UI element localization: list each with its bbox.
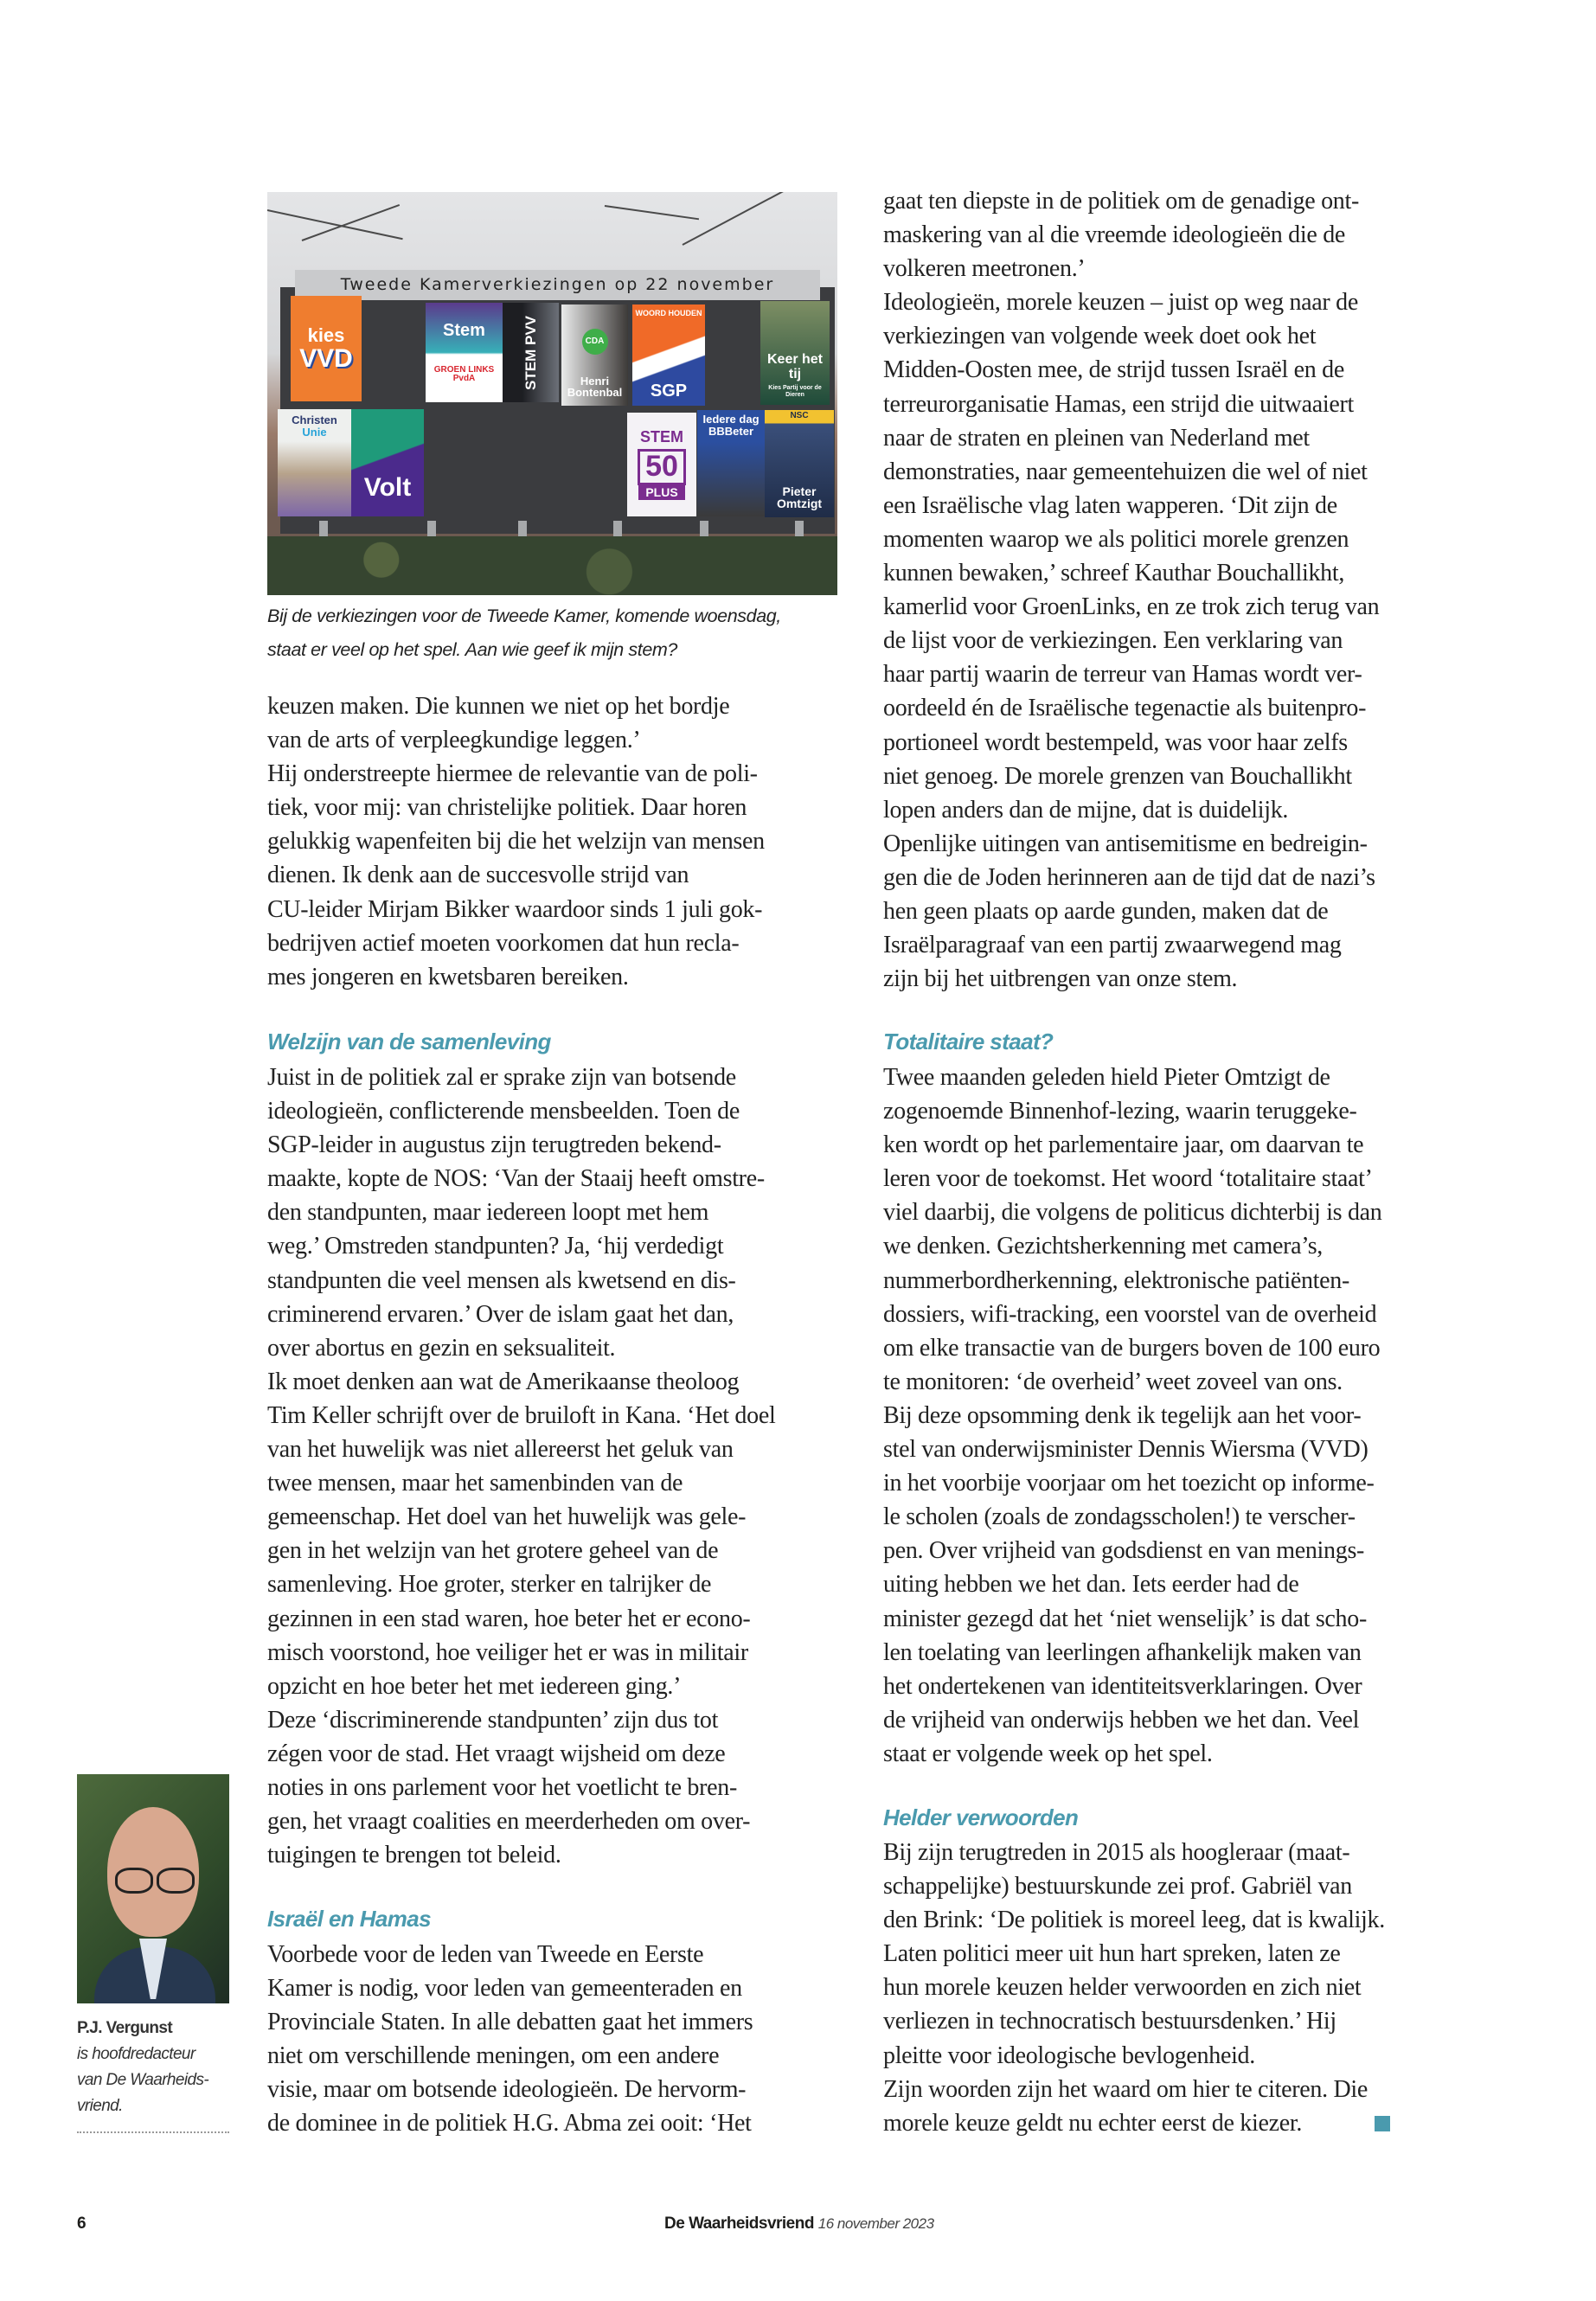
text-line: Bij deze opsomming denk ik tegelijk aan het voor- — [883, 1401, 1362, 1429]
text-line: oordeeld én de Israëlische tegenactie als buitenpro- — [883, 695, 1367, 722]
text-line: volkeren meetronen.’ — [883, 255, 1086, 283]
text-line: van het huwelijk was niet allereerst het geluk van — [267, 1436, 734, 1464]
text-line: uiting hebben we het dan. Iets eerder had de — [883, 1571, 1299, 1599]
text-line: niet om verschillende meningen, om een andere — [267, 2042, 720, 2070]
text-line: Juist in de politiek zal er sprake zijn van botsende — [267, 1064, 736, 1091]
text-line: Israëlparagraaf van een partij zwaarwegend mag — [883, 932, 1342, 959]
text-line: hen geen plaats op aarde gunden, maken dat de — [883, 897, 1329, 925]
poster-text: Pieter Omtzigt — [776, 484, 823, 511]
text-line: noties in ons parlement voor het voetlicht te bren- — [267, 1773, 737, 1801]
text-line: van de arts of verpleegkundige leggen.’ — [267, 727, 641, 754]
poster-text: Keer het tij — [766, 351, 824, 381]
poster-text: PLUS — [638, 485, 684, 500]
publication-date: 16 november 2023 — [817, 2215, 934, 2232]
end-of-article-mark — [1375, 2116, 1390, 2131]
text-line: dossiers, wifi-tracking, een voorstel van de overheid — [883, 1300, 1377, 1328]
text-line: Deze ‘discriminerende standpunten’ zijn dus tot — [267, 1706, 719, 1734]
text-line: weg.’ Omstreden standpunten? Ja, ‘hij verdedigt — [267, 1233, 724, 1260]
author-name: P.J. Vergunst — [77, 2019, 173, 2037]
text-line: Tim Keller schrijft over de bruiloft in Kana. ‘Het doel — [267, 1401, 776, 1429]
text-line: Ideologieën, morele keuzen – juist op weg naar de — [883, 289, 1358, 317]
author-divider — [77, 2131, 229, 2133]
text-line: hun morele keuzen helder verwoorden en zich niet — [883, 1974, 1362, 2002]
poster-text: WOORD HOUDEN — [635, 309, 702, 317]
text-line: kunnen bewaken,’ schreef Kauthar Bouchallikht, — [883, 560, 1345, 587]
text-line: tiek, voor mij: van christelijke politiek. Daar horen — [267, 794, 747, 822]
tree-branch — [605, 205, 699, 220]
subheading-helder-verwoorden: Helder verwoorden — [883, 1804, 1079, 1830]
poster-text: Henri Bontenbal — [567, 374, 623, 400]
poster-text: VVD — [299, 343, 353, 373]
text-line: Midden-Oosten mee, de strijd tussen Israël en de — [883, 356, 1345, 384]
text-line: staat er volgende week op het spel. — [883, 1740, 1213, 1767]
text-line: schappelijke) bestuurskunde zei prof. Gabriël van — [883, 1873, 1352, 1900]
text-line: maakte, kopte de NOS: ‘Van der Staaij heeft omstre- — [267, 1165, 765, 1193]
text-line: pen. Over vrijheid van godsdienst en van menings- — [883, 1537, 1365, 1565]
text-line: demonstraties, naar gemeentehuizen die wel of niet — [883, 458, 1368, 485]
text-line: bedrijven actief moeten voorkomen dat hun recla- — [267, 929, 740, 957]
text-line: Laten politici meer uit hun hart spreken, laten ze — [883, 1940, 1341, 1968]
text-line: Kamer is nodig, voor leden van gemeenteraden en — [267, 1975, 742, 2003]
text-line: visie, maar om botsende ideologieën. De hervorm- — [267, 2076, 747, 2104]
poster-text: Iedere dag — [702, 413, 760, 426]
text-line: standpunten die veel mensen als kwetsend en dis- — [267, 1266, 736, 1294]
text-line: Twee maanden geleden hield Pieter Omtzigt de — [883, 1064, 1330, 1091]
text-line: Hij onderstreepte hiermee de relevantie van de poli- — [267, 760, 758, 788]
text-line: maskering van al die vreemde ideologieën die de — [883, 221, 1346, 249]
board-sign: Tweede Kamerverkiezingen op 22 november — [295, 270, 820, 300]
page-number: 6 — [77, 2214, 87, 2233]
poster-sgp — [632, 304, 705, 406]
portrait-glasses — [157, 1868, 195, 1894]
text-line: gen, het vraagt coalities en meerderheden om over- — [267, 1808, 751, 1836]
text-line: gen die de Joden herinneren aan de tijd dat de nazi’s — [883, 863, 1375, 891]
poster-vvd — [291, 296, 362, 401]
text-line: viel daarbij, die volgens de politicus dichterbij is dan — [883, 1199, 1382, 1227]
text-line: het ondertekenen van identiteitsverklaringen. Over — [883, 1672, 1362, 1700]
hedge — [267, 536, 837, 595]
text-line: keuzen maken. Die kunnen we niet op het bordje — [267, 693, 730, 720]
text-line: dienen. Ik denk aan de succesvolle strijd van — [267, 862, 689, 889]
text-line: pleitte voor ideologische bevlogenheid. — [883, 2041, 1255, 2069]
poster-volt — [351, 409, 424, 516]
text-line: de lijst voor de verkiezingen. Een verklaring van — [883, 627, 1343, 655]
text-line: leren voor de toekomst. Het woord ‘totalitaire staat’ — [883, 1165, 1373, 1193]
poster-nsc — [765, 410, 834, 517]
paragraph-block-intro — [267, 689, 856, 994]
election-posters-photo — [267, 192, 837, 595]
text-line: den Brink: ‘De politiek is moreel leeg, dat is kwalijk. — [883, 1907, 1385, 1934]
text-line: te monitoren: ‘de overheid’ weet zoveel van ons. — [883, 1368, 1343, 1395]
text-line: terreurorganisatie Hamas, een strijd die uitwaaiert — [883, 390, 1354, 418]
photo-caption — [267, 599, 847, 667]
text-line: Bij zijn terugtreden in 2015 als hoogleraar (maat- — [883, 1839, 1350, 1866]
caption-line: Bij de verkiezingen voor de Tweede Kamer, komende woensdag, — [267, 606, 781, 626]
text-line: den standpunten, maar iedereen loopt met hem — [267, 1199, 709, 1227]
text-line: misch voorstond, hoe veiliger het er was in militair — [267, 1638, 748, 1666]
poster-text: NSC — [790, 411, 809, 420]
text-line: in het voorbije voorjaar om het toezicht op informe- — [883, 1470, 1375, 1497]
text-line: opzicht en hoe beter het met iedereen ging.’ — [267, 1672, 682, 1700]
text-line: criminerend ervaren.’ Over de islam gaat het dan, — [267, 1300, 734, 1328]
text-line: twee mensen, maar het samenbinden van de — [267, 1470, 683, 1497]
text-line: len toelating van leerlingen afhankelijk maken van — [883, 1638, 1362, 1666]
poster-text: SGP — [650, 381, 688, 401]
text-line: stel van onderwijsminister Dennis Wiersma (VVD) — [883, 1436, 1368, 1464]
paragraph-block-israel — [267, 1938, 856, 2141]
poster-pvv — [503, 303, 559, 402]
text-line: mes jongeren en kwetsbaren bereiken. — [267, 963, 629, 990]
tree-branch — [267, 209, 403, 240]
text-line: minister gezegd dat het ‘niet wenselijk’ is dat scho- — [883, 1605, 1367, 1632]
poster-christenunie — [278, 409, 351, 516]
text-line: zogenoemde Binnenhof-lezing, waarin teruggeke- — [883, 1098, 1357, 1125]
publication-name: De Waarheidsvriend — [664, 2214, 814, 2233]
text-line: verliezen in technocratisch bestuursdenken.’ Hij — [883, 2008, 1336, 2035]
text-line: kamerlid voor GroenLinks, en ze trok zich terug van — [883, 593, 1380, 621]
poster-text: STEM PVV — [522, 315, 539, 390]
poster-text: Kies Partij voor de Dieren — [768, 385, 822, 398]
text-line: we denken. Gezichtsherkenning met camera’s, — [883, 1233, 1323, 1260]
text-line: CU-leider Mirjam Bikker waardoor sinds 1 juli gok- — [267, 895, 763, 923]
tree-branch — [683, 192, 821, 246]
poster-text: kies — [307, 324, 345, 346]
text-line: Ik moet denken aan wat de Amerikaanse theoloog — [267, 1368, 740, 1395]
poster-text: CDA — [582, 329, 608, 355]
author-bio-line: van De Waarheids- — [77, 2071, 209, 2089]
text-line: de dominee in de politiek H.G. Abma zei ooit: ‘Het — [267, 2110, 752, 2138]
poster-text: 50 — [638, 449, 686, 485]
text-line: verkiezingen van volgende week doet ook het — [883, 323, 1317, 350]
poster-groenlinks-pvda — [426, 303, 503, 402]
text-line: Zijn woorden zijn het waard om hier te citeren. Die — [883, 2075, 1368, 2103]
poster-text: Stem — [443, 320, 485, 340]
caption-line: staat er veel op het spel. Aan wie geef ik mijn stem? — [267, 639, 677, 660]
text-line: SGP-leider in augustus zijn terugtreden bekend- — [267, 1131, 721, 1159]
poster-text: Volt — [363, 472, 412, 502]
text-line: nummerbordherkenning, elektronische patiënten- — [883, 1266, 1350, 1294]
paragraph-block-helder-verwoorden — [883, 1836, 1471, 2140]
author-bio-line: is hoofdredacteur — [77, 2045, 195, 2063]
poster-text: Christen — [292, 413, 337, 426]
portrait-glasses — [115, 1868, 153, 1894]
author-portrait — [77, 1774, 229, 2003]
text-line: een Israëlische vlag laten wapperen. ‘Dit zijn de — [883, 491, 1337, 519]
text-line: naar de straten en pleinen van Nederland met — [883, 424, 1310, 452]
paragraph-block-welzijn — [267, 1061, 856, 1872]
subheading-totalitaire-staat: Totalitaire staat? — [883, 1029, 1054, 1054]
text-line: om elke transactie van de burgers boven de 100 euro — [883, 1334, 1381, 1362]
text-line: gemeenschap. Het doel van het huwelijk was gele- — [267, 1503, 747, 1531]
text-line: lopen anders dan de mijne, dat is duidelijk. — [883, 796, 1289, 824]
text-line: tuigingen te brengen tot beleid. — [267, 1842, 561, 1869]
text-line: gaat ten diepste in de politiek om de genadige ont- — [883, 188, 1359, 215]
text-line: niet genoeg. De morele grenzen van Bouchallikht — [883, 762, 1352, 790]
poster-partij-voor-de-dieren — [760, 301, 830, 405]
paragraph-block-israel-continued — [883, 184, 1471, 996]
poster-cda — [561, 304, 628, 406]
text-line: le scholen (zoals de zondagsscholen!) te verscher- — [883, 1503, 1356, 1531]
text-line: de vrijheid van onderwijs hebben we het dan. Veel — [883, 1706, 1360, 1734]
text-line: Provinciale Staten. In alle debatten gaat het immers — [267, 2009, 753, 2036]
text-line: ken wordt op het parlementaire jaar, om daarvan te — [883, 1131, 1364, 1159]
text-line: ideologieën, conflicterende mensbeelden. Toen de — [267, 1098, 740, 1125]
poster-text: STEM — [639, 428, 683, 446]
text-line: gelukkig wapenfeiten bij die het welzijn van mensen — [267, 828, 765, 856]
author-bio-line: vriend. — [77, 2097, 123, 2115]
subheading-israel: Israël en Hamas — [267, 1906, 432, 1932]
text-line: Openlijke uitingen van antisemitisme en bedreigin- — [883, 830, 1368, 857]
text-line: momenten waarop we als politici morele grenzen — [883, 525, 1349, 553]
text-line: portioneel wordt bestempeld, was voor haar zelfs — [883, 728, 1348, 756]
paragraph-block-totalitaire-staat — [883, 1061, 1471, 1771]
poster-text: GROEN LINKS PvdA — [433, 364, 495, 383]
text-line: zégen voor de stad. Het vraagt wijsheid om deze — [267, 1740, 726, 1767]
poster-bbb — [697, 410, 765, 516]
text-line: gezinnen in een stad waren, hoe beter het er econo- — [267, 1605, 751, 1632]
text-line: morele keuze geldt nu echter eerst de kiezer. — [883, 2109, 1303, 2137]
subheading-welzijn: Welzijn van de samenleving — [267, 1029, 551, 1054]
text-line: gen in het welzijn van het grotere geheel van de — [267, 1537, 719, 1565]
poster-text: Unie — [302, 425, 327, 439]
text-line: Voorbede voor de leden van Tweede en Eerste — [267, 1941, 704, 1968]
text-line: haar partij waarin de terreur van Hamas wordt ver- — [883, 661, 1362, 689]
poster-50plus — [627, 413, 696, 516]
text-line: samenleving. Hoe groter, sterker en talrijker de — [267, 1571, 712, 1599]
text-line: over abortus en gezin en seksualiteit. — [267, 1334, 616, 1362]
text-line: zijn bij het uitbrengen van onze stem. — [883, 965, 1238, 993]
footer-masthead — [664, 2214, 934, 2234]
poster-text: BBBeter — [708, 424, 753, 438]
